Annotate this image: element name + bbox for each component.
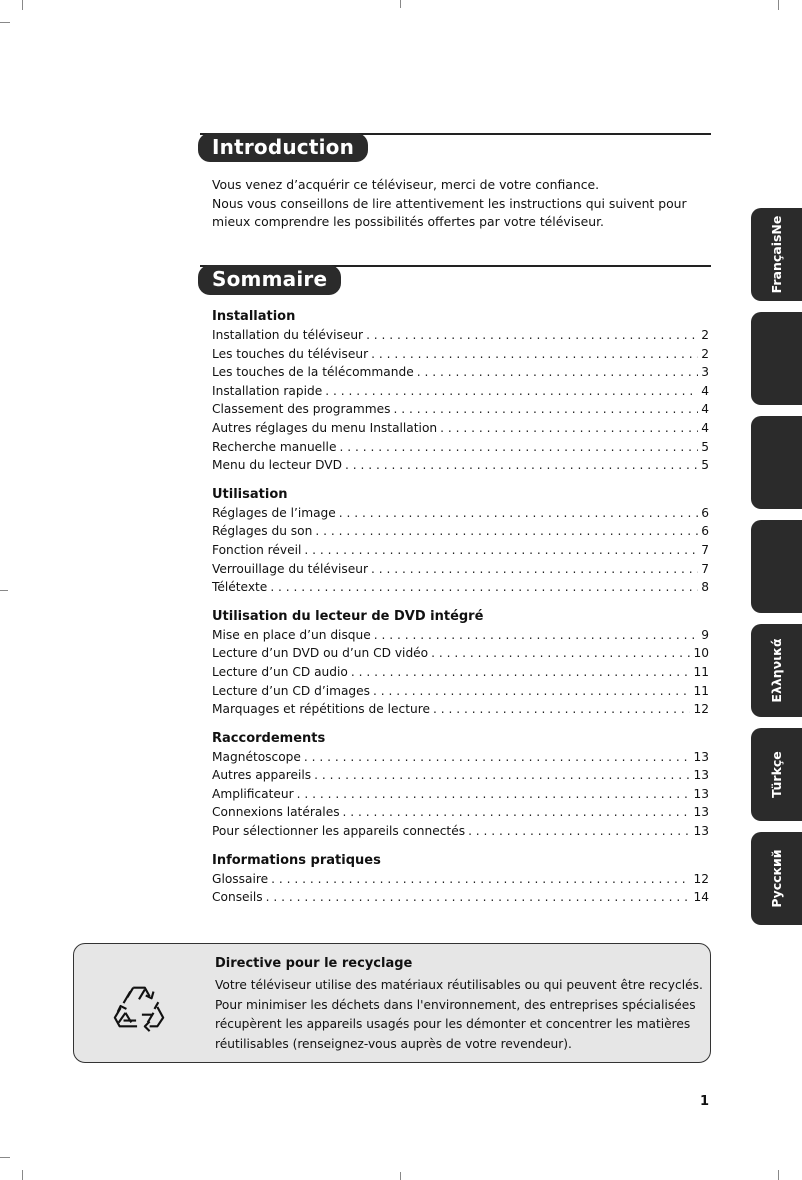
toc-entry-title: Autres réglages du menu Installation [212,420,438,435]
toc-entry-page: 11 [693,683,709,698]
text-line: Nous vous conseillons de lire attentivement les instructions qui suivent pour [212,195,687,211]
toc-entry[interactable] [212,888,709,907]
toc-entry-title: Lecture d’un CD audio [212,664,348,679]
tab-turkce[interactable] [751,728,802,821]
tab-label [751,312,802,405]
toc-entry[interactable] [212,578,709,597]
toc-entry-page: 13 [693,768,709,783]
recycle-icon [110,978,168,1036]
dot-leader [417,363,699,382]
toc-entry[interactable] [212,400,709,419]
toc-entry[interactable] [212,345,709,364]
toc-entry-page: 8 [701,580,709,595]
text-line: Vous venez d’acquérir ce téléviseur, merci de votre confiance. [212,177,600,192]
dot-leader [271,870,690,889]
toc-entry-title: Classement des programmes [212,402,391,417]
toc-entry[interactable] [212,419,709,438]
toc-entry[interactable] [212,326,709,345]
toc-entry[interactable] [212,870,709,889]
text-line: récupèrent les appareils usagés pour les démonter et concentrer les matières [215,1017,691,1031]
introduction-text [212,176,702,232]
toc-entry-title: Télétexte [212,580,268,595]
introduction-title: Introduction [198,133,368,162]
toc-entry-title: Installation du téléviseur [212,328,364,342]
toc-entry-page: 14 [693,890,709,905]
toc-entry-title: Menu du lecteur DVD [212,458,343,473]
toc-entry-title: Recherche manuelle [212,439,337,454]
dot-leader [373,682,690,701]
toc-entry-page: 11 [693,664,709,679]
toc-entry-page: 4 [701,420,709,435]
toc-entry-page: 5 [701,439,709,454]
toc-heading: Utilisation [212,486,288,502]
toc-entry-page: 7 [701,542,709,557]
toc-entry-title: Lecture d’un CD d’images [212,683,371,698]
toc-heading: Installation [212,309,296,324]
dot-leader [371,345,698,364]
tab-label: Türkçe [769,751,784,798]
crop-mark [0,22,10,23]
toc-entry-page: 4 [701,383,709,398]
toc-entry-title: Conseils [212,890,263,905]
dot-leader [339,504,698,523]
toc-heading: Utilisation du lecteur de DVD intégré [212,608,484,624]
toc-entry[interactable] [212,504,709,523]
toc-entry[interactable] [212,822,709,841]
text-line: réutilisables (renseignez-vous auprès de votre revendeur). [215,1036,572,1051]
toc-entry-page: 12 [693,871,709,886]
toc-heading: Informations pratiques [212,852,381,868]
toc-entry[interactable] [212,766,709,785]
toc-entry-title: Installation rapide [212,383,323,398]
table-of-contents [212,307,709,917]
toc-entry-page: 2 [701,328,709,342]
toc-entry-page: 10 [693,646,709,661]
dot-leader [371,560,698,579]
toc-entry-title: Verrouillage du téléviseur [212,561,369,576]
crop-mark [0,1157,10,1158]
crop-mark [0,590,8,591]
tab-label: FrançaisNe [769,215,784,294]
toc-entry-title: Les touches de la télécommande [212,365,414,380]
dot-leader [304,541,698,560]
toc-entry-title: Marquages et répétitions de lecture [212,702,430,717]
toc-entry[interactable] [212,382,709,401]
toc-entry[interactable] [212,700,709,719]
toc-entry-page: 13 [693,749,709,764]
tab-label [751,416,802,509]
toc-entry[interactable] [212,438,709,457]
crop-mark [400,0,401,8]
toc-entry-title: Réglages de l’image [212,505,336,520]
toc-entry[interactable] [212,748,709,767]
dot-leader [433,700,691,719]
dot-leader [297,785,691,804]
dot-leader [270,578,698,597]
recycling-text [215,976,705,1054]
toc-entry-page: 6 [701,505,709,520]
toc-entry[interactable] [212,803,709,822]
dot-leader [343,803,691,822]
toc-entry-page: 13 [693,824,709,839]
tab-francais[interactable] [751,208,802,301]
toc-entry-page: 6 [701,524,709,539]
dot-leader [315,522,698,541]
toc-entry-page: 3 [701,365,709,380]
toc-entry-title: Réglages du son [212,524,313,539]
crop-mark [778,1170,779,1180]
toc-entry-page: 7 [701,561,709,576]
toc-entry-title: Fonction réveil [212,542,302,557]
tab-russkiy[interactable] [751,832,802,925]
dot-leader [266,888,691,907]
toc-entry-page: 12 [693,702,709,717]
toc-heading: Raccordements [212,730,326,746]
dot-leader [314,766,690,785]
toc-entry-page: 13 [693,805,709,820]
dot-leader [339,438,698,457]
toc-section [212,307,709,475]
toc-entry-title: Glossaire [212,871,269,886]
toc-entry[interactable] [212,663,709,682]
toc-entry-title: Lecture d’un DVD ou d’un CD vidéo [212,646,429,661]
toc-entry-page: 5 [701,458,709,473]
toc-entry[interactable] [212,363,709,382]
toc-entry[interactable] [212,682,709,701]
toc-entry[interactable] [212,541,709,560]
toc-entry[interactable] [212,785,709,804]
recycling-title: Directive pour le recyclage [215,956,413,971]
sommaire-title: Sommaire [198,265,341,295]
text-line: Pour minimiser les déchets dans l'environnement, des entreprises spécialisées [215,997,696,1012]
toc-entry[interactable] [212,522,709,541]
tab-label: Ελληνικά [769,638,784,703]
dot-leader [440,419,698,438]
toc-entry-title: Magnétoscope [212,749,301,764]
dot-leader [325,382,698,401]
dot-leader [366,326,698,345]
dot-leader [374,626,698,645]
dot-leader [431,644,690,663]
toc-section [212,729,709,841]
toc-entry-title: Autres appareils [212,768,312,783]
toc-entry[interactable] [212,560,709,579]
toc-section [212,485,709,597]
crop-mark [22,1170,23,1180]
toc-entry-title: Mise en place d’un disque [212,627,371,642]
toc-entry-title: Les touches du téléviseur [212,346,369,361]
toc-section [212,851,709,907]
recycling-notice [73,943,711,1063]
tab-blank[interactable] [751,312,802,405]
crop-mark [400,1172,401,1180]
toc-entry[interactable] [212,644,709,663]
tab-label [751,520,802,613]
toc-entry-page: 2 [701,346,709,361]
dot-leader [304,748,691,767]
toc-entry-page: 13 [693,786,709,801]
tab-blank[interactable] [751,520,802,613]
dot-leader [468,822,690,841]
toc-entry[interactable] [212,456,709,475]
toc-entry-page: 9 [701,627,709,642]
toc-entry[interactable] [212,626,709,645]
page-number: 1 [700,1094,710,1109]
toc-entry-title: Pour sélectionner les appareils connectés [212,824,466,839]
text-line: Votre téléviseur utilise des matériaux réutilisables ou qui peuvent être recyclés. [215,978,703,992]
dot-leader [394,400,699,419]
dot-leader [345,456,698,475]
crop-mark [778,0,779,10]
toc-entry-page: 4 [701,402,709,417]
crop-mark [22,0,23,10]
toc-section [212,607,709,719]
tab-blank[interactable] [751,416,802,509]
tab-label: Русский [769,849,784,908]
text-line: mieux comprendre les possibilités offertes par votre téléviseur. [212,214,604,229]
toc-entry-title: Amplificateur [212,786,294,801]
tab-ellinika[interactable] [751,624,802,717]
toc-entry-title: Connexions latérales [212,805,340,820]
dot-leader [351,663,691,682]
